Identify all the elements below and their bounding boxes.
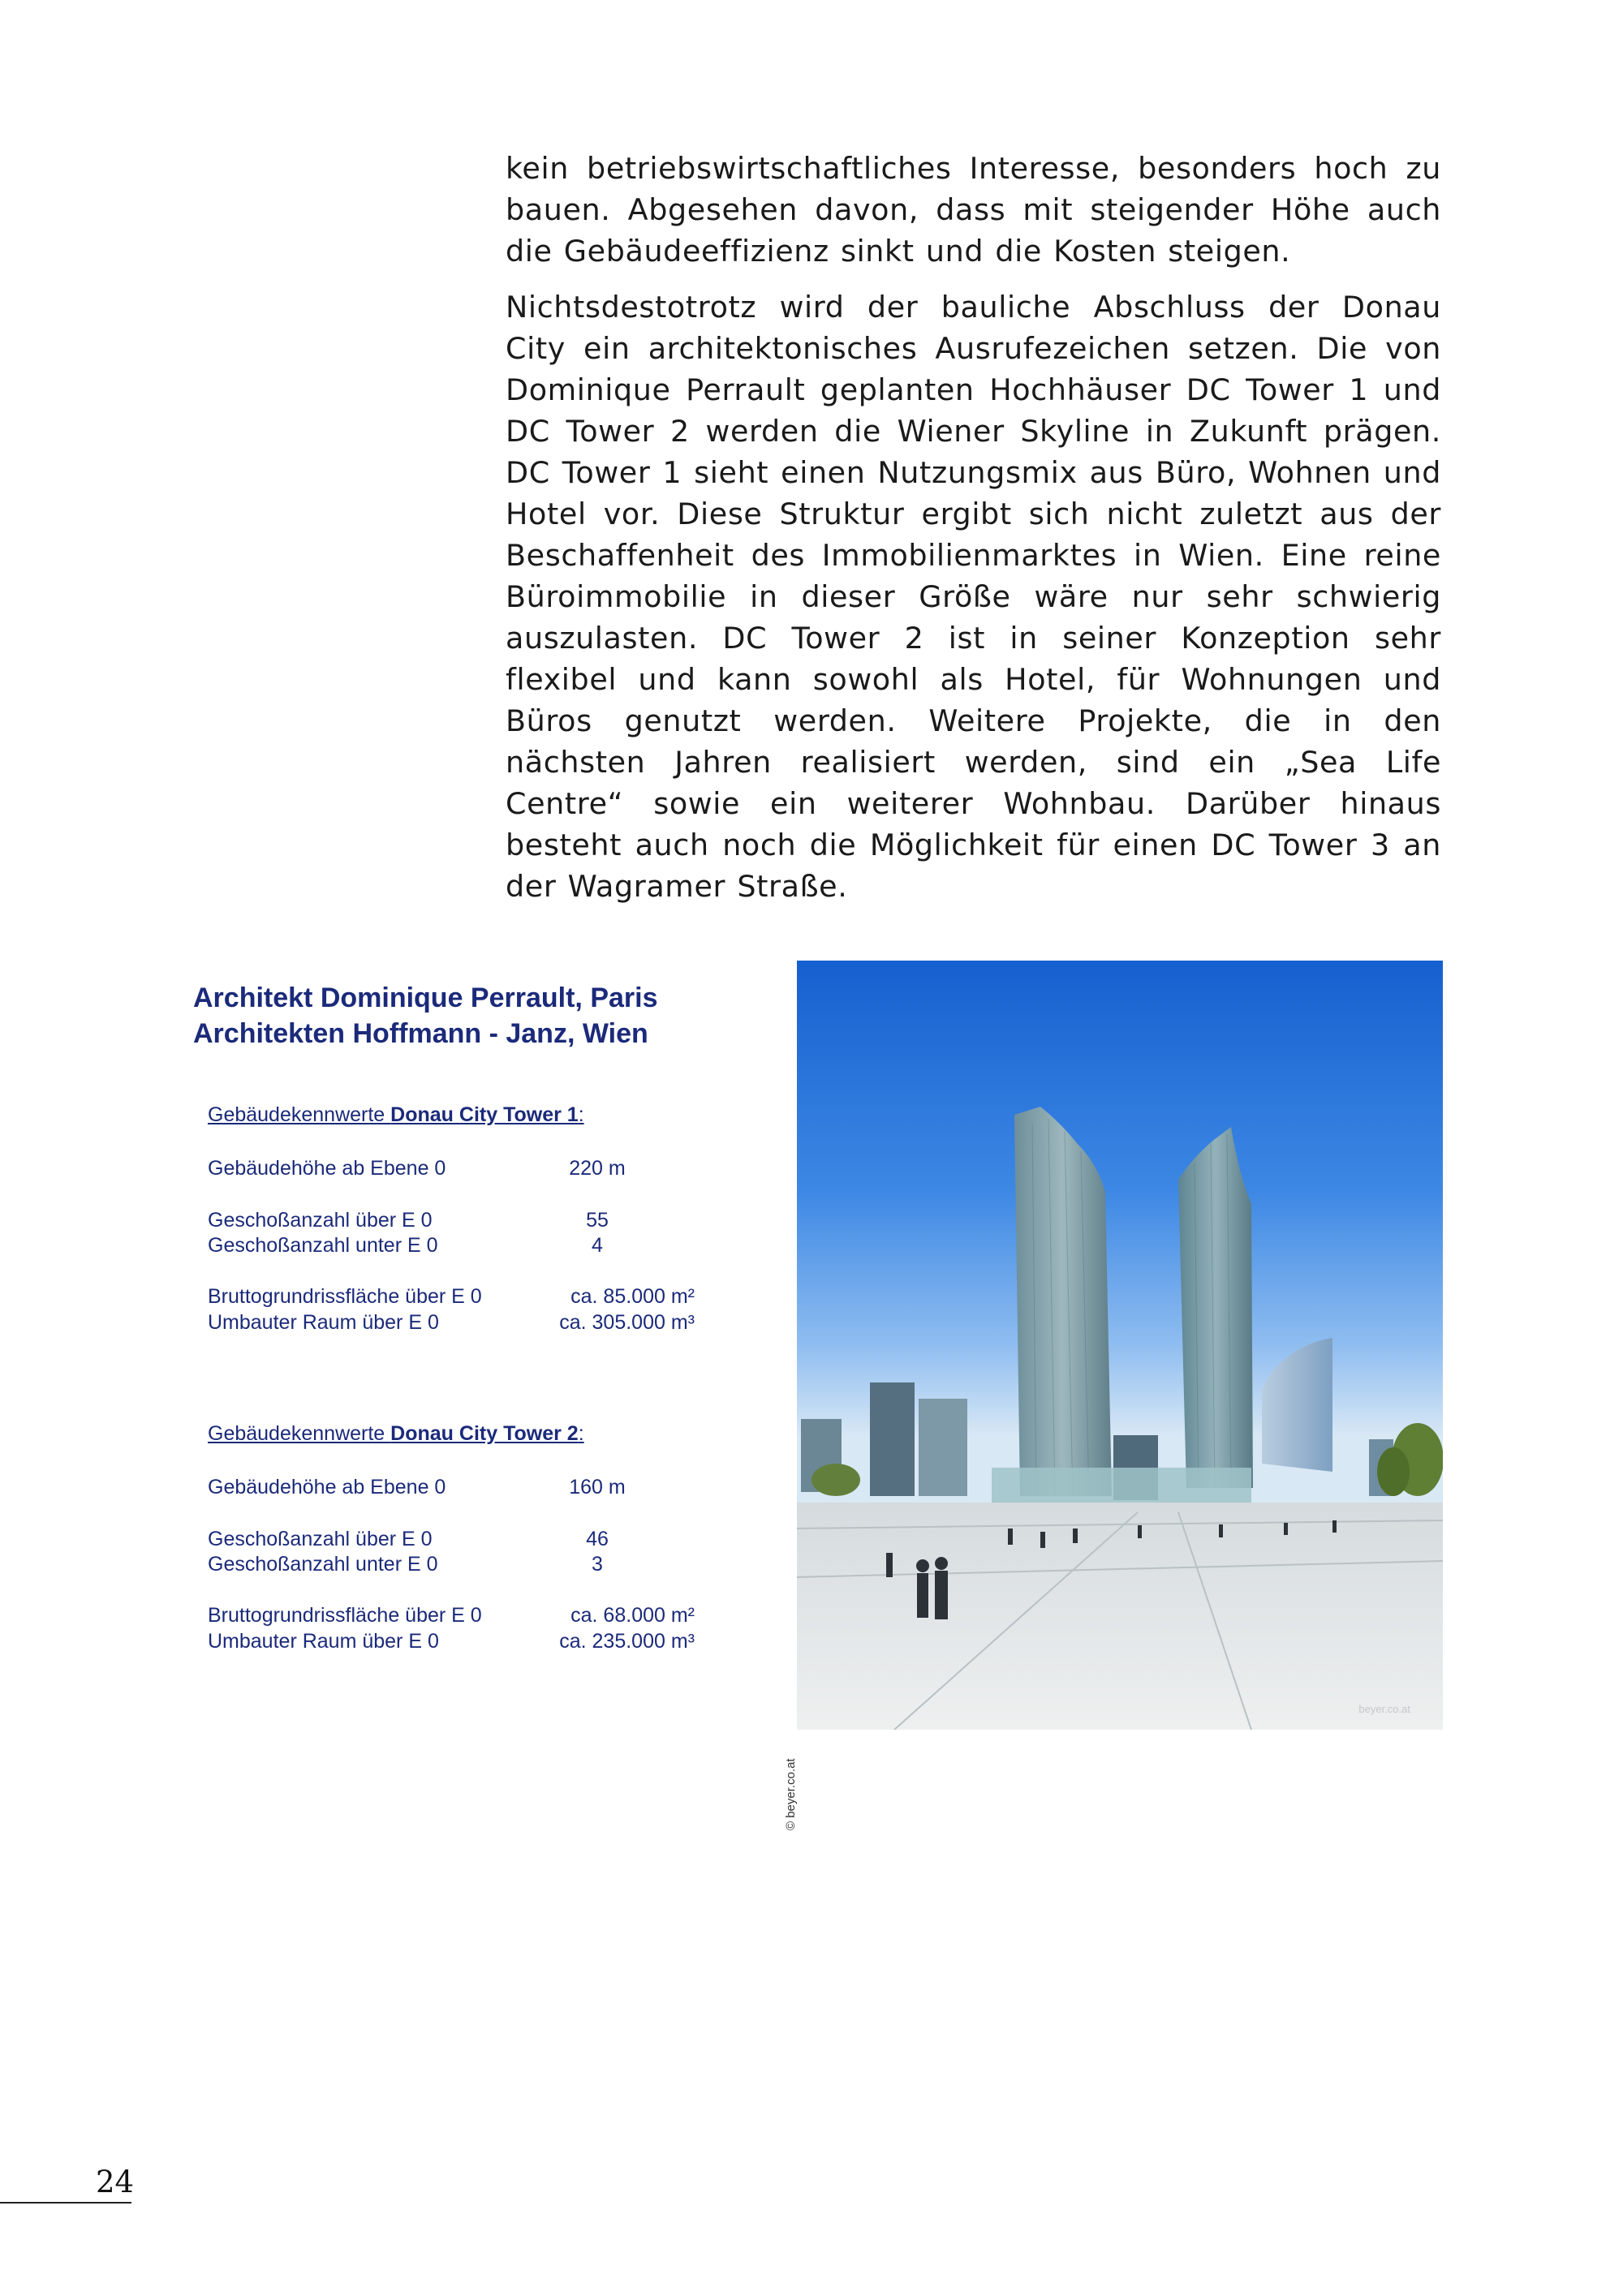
image-watermark: beyer.co.at bbox=[1358, 1703, 1410, 1715]
tower1-gross-area-label: Bruttogrundrissfläche über E 0 bbox=[208, 1285, 482, 1308]
tower2-height-row bbox=[208, 1476, 695, 1500]
tower1-specs bbox=[208, 1103, 711, 1347]
tower1-floors-above-value: 55 bbox=[586, 1209, 609, 1232]
tower1-floors-above-row bbox=[208, 1209, 695, 1233]
tower2-floors-below-row bbox=[208, 1553, 695, 1577]
page-number-rule bbox=[0, 2202, 131, 2204]
tower2-specs bbox=[208, 1422, 711, 1666]
tower2-gross-area-label: Bruttogrundrissfläche über E 0 bbox=[208, 1604, 482, 1627]
tower2-volume-row bbox=[208, 1630, 695, 1654]
tower1-floors-below-value: 4 bbox=[592, 1234, 603, 1257]
page-number: 24 bbox=[96, 2165, 135, 2199]
paragraph-2: Nichtsdestotrotz wird der bauliche Abschluss der Donau City ein architektonisches Ausrufezeichen setzen. Die von Dominique Perrault geplanten Hochhäuser DC Tower 1 und DC Tower 2 werden die Wiener Skyline in Zukunft prägen. DC Tower 1 sieht einen Nutzungsmix aus Büro, Wohnen und Hotel vor. Diese Struktur ergibt sich nicht zuletzt aus der Beschaffenheit des Immobilienmarktes in Wien. Eine reine Büroimmobilie in dieser Größe wäre nur sehr schwierig auszulasten. DC Tower 2 ist in seiner Konzeption sehr flexibel und kann sowohl als Hotel, für Wohnungen und Büros genutzt werden. Weitere Projekte, die in den nächsten Jahren realisiert werden, sind ein „Sea Life Centre“ sowie ein weiterer Wohnbau. Darüber hinaus besteht auch noch die Möglichkeit für einen DC Tower 3 an der Wagramer Straße. bbox=[506, 290, 1441, 904]
tower1-floors-below-label: Geschoßanzahl unter E 0 bbox=[208, 1234, 438, 1257]
tower2-height-value: 160 m bbox=[569, 1476, 626, 1498]
tower1-floors-below-row bbox=[208, 1234, 695, 1258]
tower1-gross-area-value: ca. 85.000 m² bbox=[570, 1285, 695, 1308]
tower1-height-row bbox=[208, 1157, 695, 1181]
tower2-floors-above-label: Geschoßanzahl über E 0 bbox=[208, 1528, 433, 1550]
tower2-heading: Gebäudekennwerte Donau City Tower 2: bbox=[208, 1422, 584, 1445]
image-copyright bbox=[773, 1733, 805, 1830]
tower1-volume-value: ca. 305.000 m³ bbox=[559, 1311, 695, 1334]
tower1-gross-area-row bbox=[208, 1285, 695, 1309]
architect-line-1: Architekt Dominique Perrault, Paris bbox=[193, 982, 658, 1013]
tower2-floors-above-row bbox=[208, 1528, 695, 1552]
tower2-gross-area-row bbox=[208, 1604, 695, 1628]
tower1-height-label: Gebäudehöhe ab Ebene 0 bbox=[208, 1157, 446, 1180]
copyright-text: © beyer.co.at bbox=[784, 1758, 798, 1830]
tower1-height-value: 220 m bbox=[569, 1157, 626, 1180]
tower1-volume-row bbox=[208, 1311, 695, 1335]
tower1-volume-label: Umbauter Raum über E 0 bbox=[208, 1311, 439, 1334]
body-text bbox=[506, 148, 1441, 922]
tower2-floors-above-value: 46 bbox=[586, 1528, 609, 1550]
tower2-gross-area-value: ca. 68.000 m² bbox=[570, 1604, 695, 1627]
dc-towers-rendering bbox=[797, 961, 1443, 1730]
paragraph-1: kein betriebswirtschaftliches Interesse, besonders hoch zu bauen. Abgesehen davon, dass mit steigender Höhe auch die Gebäudeeffizienz sinkt und die Kosten steigen. bbox=[506, 151, 1441, 269]
tower2-floors-below-label: Geschoßanzahl unter E 0 bbox=[208, 1553, 438, 1576]
tower1-heading: Gebäudekennwerte Donau City Tower 1: bbox=[208, 1103, 584, 1126]
tower1-floors-above-label: Geschoßanzahl über E 0 bbox=[208, 1209, 433, 1232]
tower2-floors-below-value: 3 bbox=[592, 1553, 603, 1576]
tower2-volume-value: ca. 235.000 m³ bbox=[559, 1630, 695, 1653]
tower2-volume-label: Umbauter Raum über E 0 bbox=[208, 1630, 439, 1653]
architect-line-2: Architekten Hoffmann - Janz, Wien bbox=[193, 1018, 648, 1049]
tower2-height-label: Gebäudehöhe ab Ebene 0 bbox=[208, 1476, 446, 1498]
architect-credits bbox=[193, 980, 729, 1051]
